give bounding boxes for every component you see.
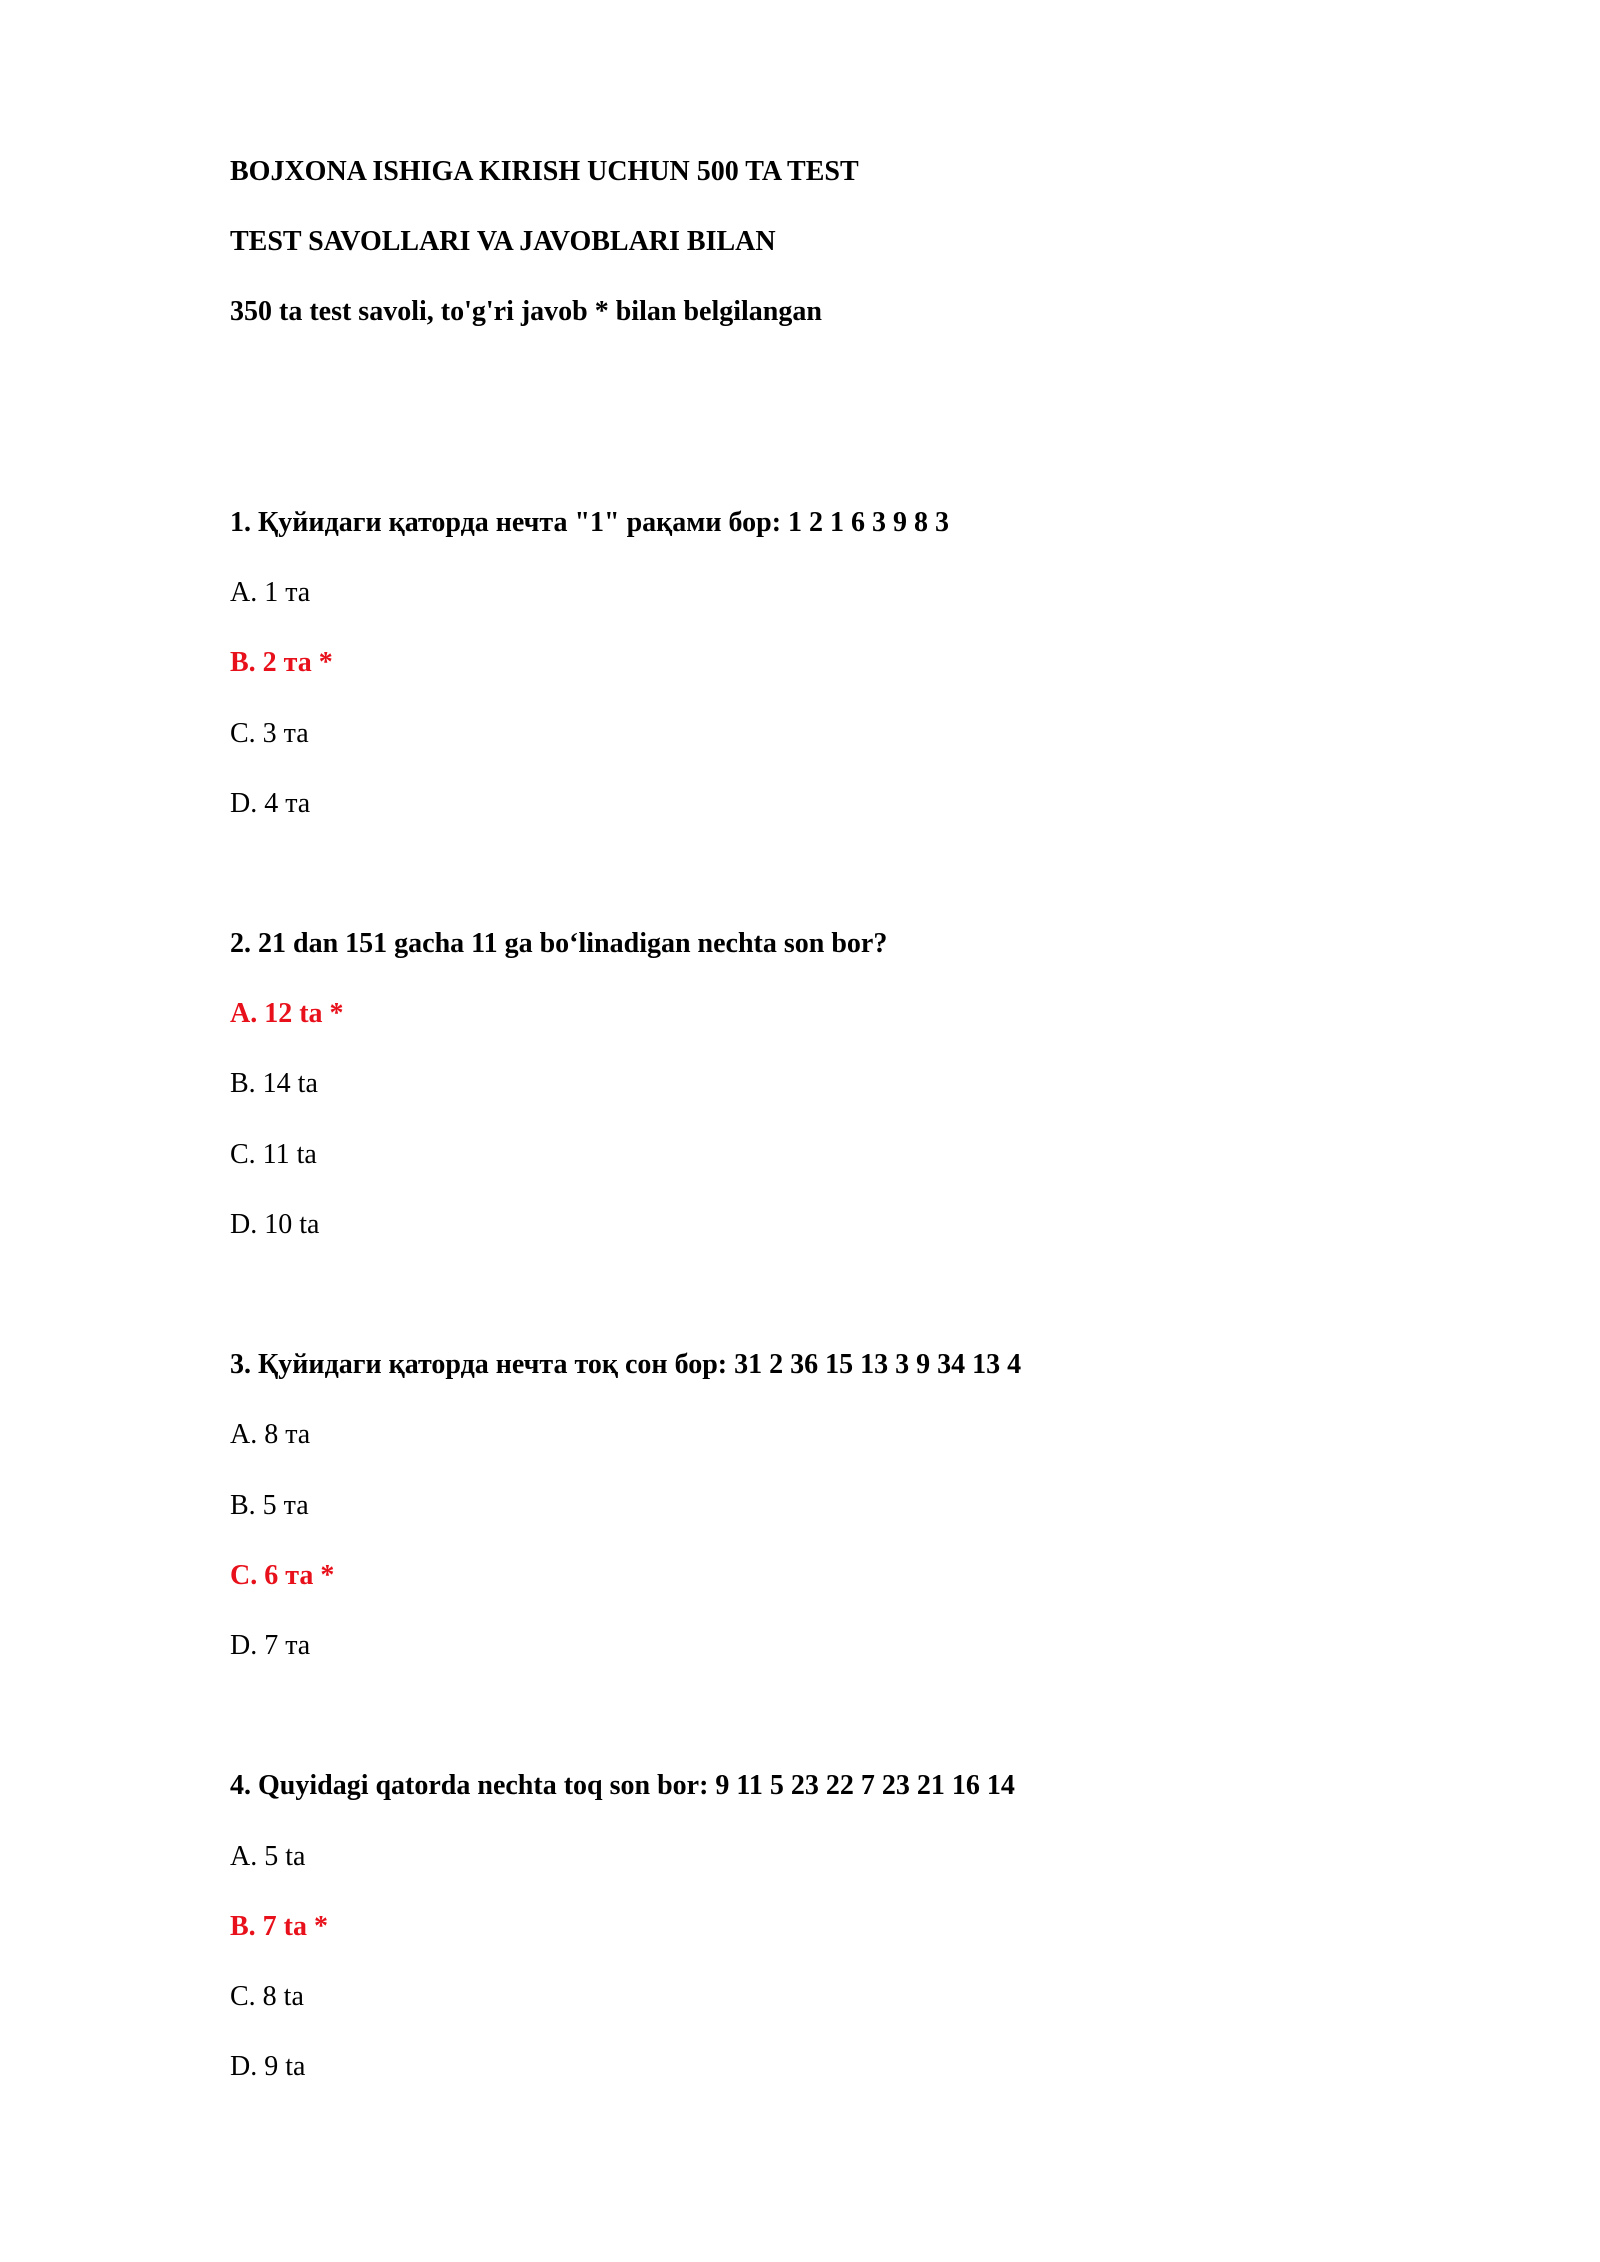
question-block-3 [230,1330,1600,1681]
answer-option-d: D. 4 та [230,787,311,819]
answer-option-a: A. 5 ta [230,1840,306,1872]
spacer [230,1681,1600,1751]
answer-option-a: A. 8 та [230,1419,311,1451]
answer-option-d: D. 10 ta [230,1208,320,1240]
document-subtitle: TEST SAVOLLARI VA JAVOBLARI BILAN [230,226,776,258]
question-block-4 [230,1751,1600,2102]
answer-option-a: A. 1 та [230,577,311,609]
spacer [230,348,1600,418]
answer-option-d: D. 7 та [230,1629,311,1661]
question-block-2 [230,909,1600,1260]
spacer [230,418,1600,488]
answer-option-c: C. 11 ta [230,1138,317,1170]
question-text: 4. Quyidagi qatorda nechta toq son bor: 9 11 5 23 22 7 23 21 16 14 [230,1770,1015,1802]
answer-option-d: D. 9 ta [230,2051,306,2083]
answer-option-b: B. 14 ta [230,1068,318,1100]
question-text: 2. 21 dan 151 gacha 11 ga bo‘linadigan nechta son bor? [230,928,888,960]
answer-option-b: B. 2 та * [230,647,333,679]
document-title: BOJXONA ISHIGA KIRISH UCHUN 500 TA TEST [230,156,859,187]
answer-option-c: C. 6 та * [230,1559,335,1591]
answer-option-a: A. 12 ta * [230,998,344,1030]
question-block-1 [230,488,1600,839]
spacer [230,839,1600,909]
question-text: 1. Қуйидаги қаторда нечта "1" рақами бор: 1 2 1 6 3 9 8 3 [230,506,950,538]
spacer [230,1260,1600,1330]
answer-option-c: C. 3 та [230,717,309,749]
answer-option-b: B. 5 та [230,1489,309,1521]
question-text: 3. Қуйидаги қаторда нечта тоқ сон бор: 31 2 36 15 13 3 9 34 13 4 [230,1349,1022,1381]
document-note: 350 ta test savoli, to'g'ri javob * bilan belgilangan [230,296,822,328]
answer-option-c: C. 8 ta [230,1980,304,2012]
answer-option-b: B. 7 ta * [230,1910,328,1942]
